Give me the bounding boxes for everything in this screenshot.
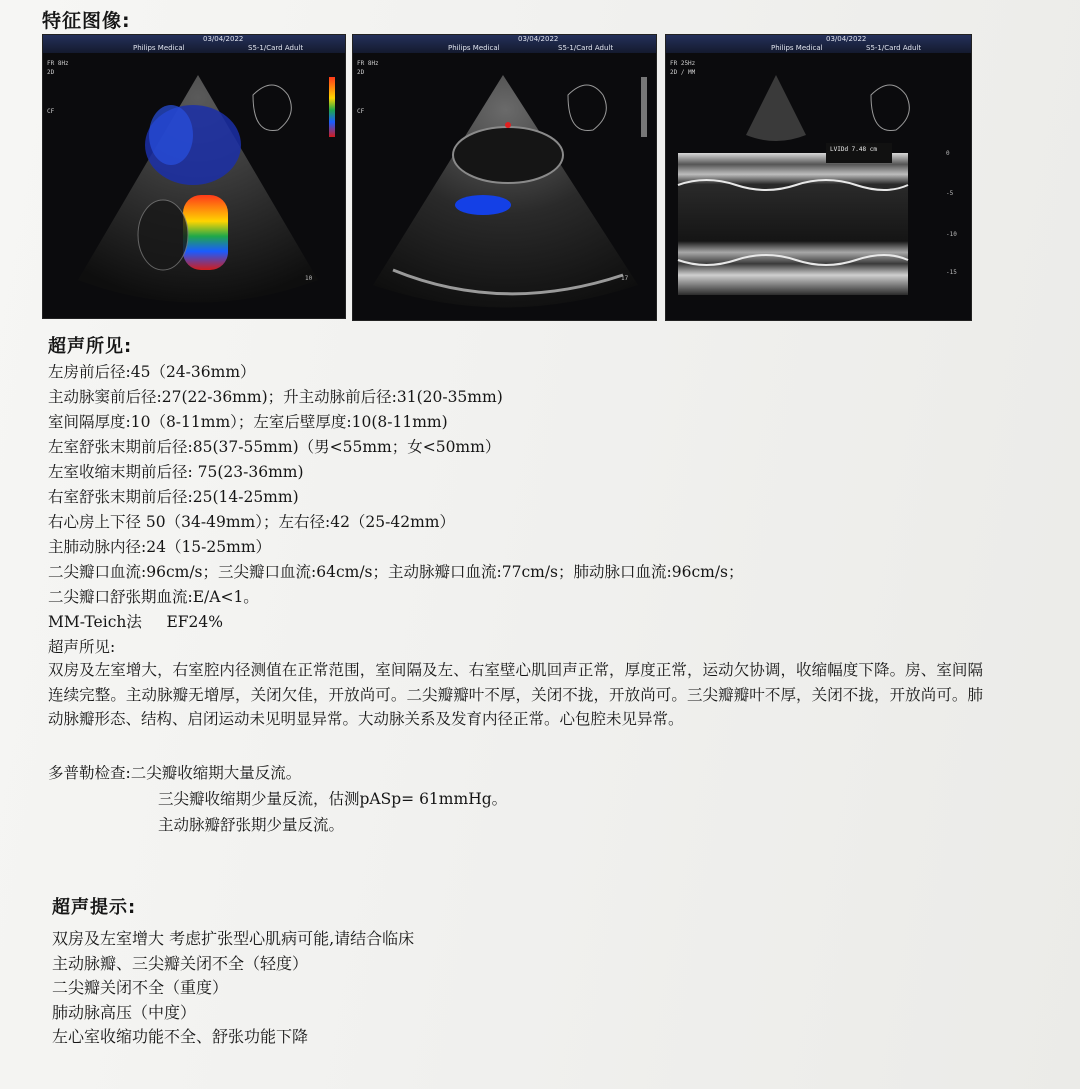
conclusion-list <box>52 927 414 1050</box>
mini-sector <box>746 75 806 141</box>
measurement-line: 右室舒张末期前后径:25(14-25mm) <box>48 488 299 506</box>
echo-params-3 <box>670 59 704 77</box>
lvidd-measure: LVIDd 7.48 cm <box>830 146 877 153</box>
color-flow-red-dot <box>505 122 511 128</box>
echo-image-3-graphic <box>666 35 971 320</box>
measurement-line: 主肺动脉内径:24（15-25mm） <box>48 538 272 556</box>
param: 2D <box>357 69 365 76</box>
color-flow-jet <box>183 195 228 270</box>
measurement-line: 左室舒张末期前后径:85(37-55mm)（男<55mm；女<50mm） <box>48 438 501 456</box>
findings-heading: 超声所见: <box>48 336 133 357</box>
param: CF <box>47 108 55 115</box>
measurement-line: 二尖瓣口舒张期血流:E/A<1。 <box>48 588 259 606</box>
param: FR 8Hz <box>357 60 379 67</box>
depth-tick: -5 <box>946 190 954 197</box>
color-scale-bar <box>329 77 335 137</box>
findings-description: 双房及左室增大，右室腔内径测值在正常范围，室间隔及左、右室壁心肌回声正常，厚度正常，运动欠协调，收缩幅度下降。房、室间隔连续完整。主动脉瓣无增厚，关闭欠佳，开放尚可。二尖瓣瓣叶不厚，关闭不拢，开放尚可。三尖瓣瓣叶不厚，关闭不拢，开放尚可。肺动脉瓣形态、结构、启闭运动未见明显异常。大动脉关系及发育内径正常。心包腔未见异常。 <box>48 661 983 728</box>
heart-icon <box>871 85 909 131</box>
images-heading: 特征图像: <box>42 10 131 32</box>
heart-icon <box>253 85 291 131</box>
conclusion-heading: 超声提示: <box>52 897 137 918</box>
measurement-line: 右心房上下径 50（34-49mm）；左右径:42（25-42mm） <box>48 513 456 531</box>
conclusion-item: 肺动脉高压（中度） <box>52 1002 197 1022</box>
conclusion-item: 左心室收缩功能不全、舒张功能下降 <box>52 1027 309 1046</box>
measurement-list <box>48 360 1048 660</box>
conclusion-item: 双房及左室增大 考虑扩张型心肌病可能,请结合临床 <box>52 929 415 948</box>
echo-vendor-1: Philips Medical <box>133 44 185 52</box>
echo-mode-2: S5-1/Card Adult <box>558 44 614 52</box>
echo-mode-3: S5-1/Card Adult <box>866 44 922 52</box>
echo-vendor-2: Philips Medical <box>448 44 500 52</box>
param: 2D <box>47 69 55 76</box>
ventricle-outline <box>453 127 563 183</box>
echo-image-2-graphic <box>353 35 656 320</box>
doppler-line <box>48 786 507 812</box>
measurement-line: MM-Teich法 EF24% <box>48 613 224 631</box>
echo-params-2 <box>357 59 391 116</box>
color-flow-blue-2 <box>149 105 193 165</box>
heart-icon <box>568 85 606 131</box>
doppler-list <box>48 760 507 838</box>
depth-tick: 0 <box>946 150 950 157</box>
param: 2D / MM <box>670 69 696 76</box>
chamber-outline <box>138 200 188 270</box>
doppler-item: 三尖瓣收缩期少量反流，估测pASp= 61mmHg。 <box>158 790 508 808</box>
gray-scale-bar <box>641 77 647 137</box>
depth-tick: -10 <box>946 231 957 238</box>
param: CF <box>357 108 365 115</box>
depth-tick: -15 <box>946 269 957 276</box>
echo-vendor-3: Philips Medical <box>771 44 823 52</box>
measurement-line: 二尖瓣口血流:96cm/s；三尖瓣口血流:64cm/s；主动脉瓣口血流:77cm/s；肺动脉口血流:96cm/s； <box>48 563 744 581</box>
doppler-item: 主动脉瓣舒张期少量反流。 <box>158 816 345 834</box>
doppler-line <box>48 760 507 786</box>
conclusion-item: 二尖瓣关闭不全（重度） <box>52 978 229 997</box>
measurement-line: 左室收缩末期前后径: 75(23-36mm) <box>48 463 304 481</box>
echo-image-1-graphic <box>43 35 345 318</box>
m-mode-trace <box>678 153 908 295</box>
doppler-line <box>48 812 507 838</box>
measurement-line: 左房前后径:45（24-36mm） <box>48 363 256 381</box>
measurement-line: 超声所见: <box>48 638 116 656</box>
doppler-label: 多普勒检查: <box>48 764 131 782</box>
echo-date-1: 03/04/2022 <box>203 35 244 43</box>
measurement-line: 主动脉窦前后径:27(22-36mm)；升主动脉前后径:31(20-35mm) <box>48 388 503 406</box>
echo-date-3: 03/04/2022 <box>826 35 867 43</box>
echo-scale-2: 17 <box>621 275 629 282</box>
echo-date-2: 03/04/2022 <box>518 35 559 43</box>
echo-image-1 <box>42 34 346 319</box>
color-flow-blue <box>455 195 511 215</box>
echo-image-2 <box>352 34 657 321</box>
echo-mode-1: S5-1/Card Adult <box>248 44 304 52</box>
doppler-item: 二尖瓣收缩期大量反流。 <box>130 764 302 782</box>
sector-fan <box>373 75 638 308</box>
param: FR 25Hz <box>670 60 696 67</box>
param: FR 8Hz <box>47 60 69 67</box>
echo-image-3 <box>665 34 972 321</box>
echo-params-1 <box>47 59 81 116</box>
measurement-line: 室间隔厚度:10（8-11mm）；左室后壁厚度:10(8-11mm) <box>48 413 448 431</box>
conclusion-item: 主动脉瓣、三尖瓣关闭不全（轻度） <box>52 953 309 973</box>
echo-scale-1: 10 <box>305 275 313 282</box>
